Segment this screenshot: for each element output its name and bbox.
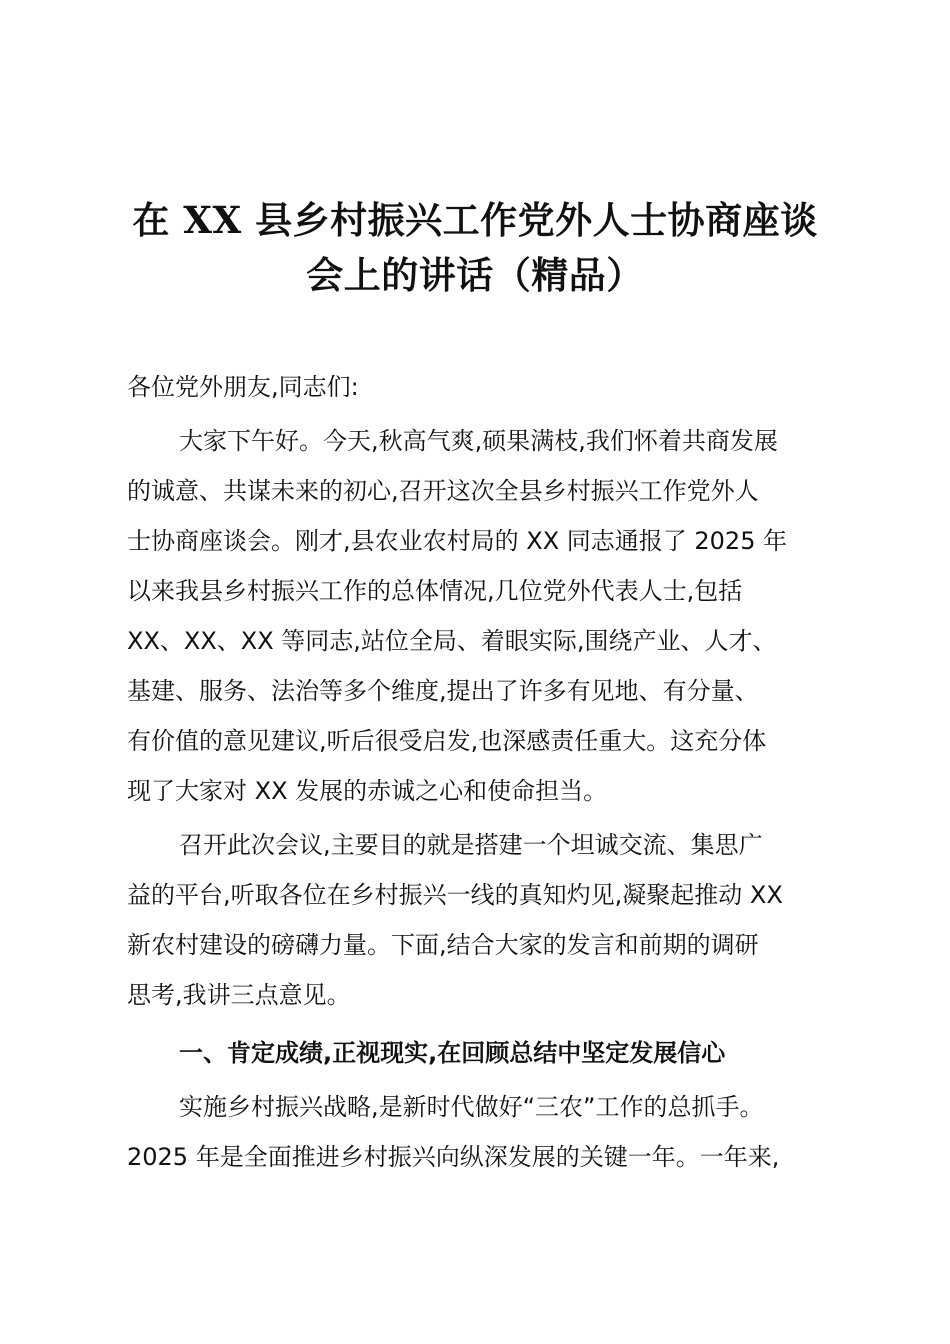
text-line: 各位党外朋友,同志们:	[127, 373, 359, 401]
document-body	[127, 362, 827, 1182]
text-line: 现了大家对 XX 发展的赤诚之心和使命担当。	[127, 777, 608, 805]
section-heading	[127, 1028, 827, 1078]
document-title	[100, 193, 850, 303]
text-line: 有价值的意见建议,听后很受启发,也深感责任重大。这充分体	[127, 727, 767, 755]
text-line: 以来我县乡村振兴工作的总体情况,几位党外代表人士,包括	[127, 577, 743, 605]
title-line: 会上的讲话（精品）	[306, 253, 644, 297]
text-line: 思考,我讲三点意见。	[127, 981, 351, 1009]
text-line: 的诚意、共谋未来的初心,召开这次全县乡村振兴工作党外人	[127, 477, 759, 505]
text-line: 士协商座谈会。刚才,县农业农村局的 XX 同志通报了 2025 年	[127, 527, 788, 555]
salutation	[127, 362, 827, 412]
text-line: 基建、服务、法治等多个维度,提出了许多有见地、有分量、	[127, 677, 759, 705]
text-line: 新农村建设的磅礴力量。下面,结合大家的发言和前期的调研	[127, 931, 759, 959]
text-line: 实施乡村振兴战略,是新时代做好“三农”工作的总抓手。	[179, 1093, 764, 1121]
title-line: 在 XX 县乡村振兴工作党外人士协商座谈	[132, 198, 818, 242]
text-line: 大家下午好。今天,秋高气爽,硕果满枝,我们怀着共商发展	[179, 427, 778, 455]
text-line: 2025 年是全面推进乡村振兴向纵深发展的关键一年。一年来,	[127, 1143, 780, 1171]
text-line: 召开此次会议,主要目的就是搭建一个坦诚交流、集思广	[179, 831, 763, 859]
text-line: XX、XX、XX 等同志,站位全局、着眼实际,围绕产业、人才、	[127, 627, 777, 655]
heading-line: 一、肯定成绩,正视现实,在回顾总结中坚定发展信心	[179, 1039, 726, 1067]
paragraph-purpose	[127, 820, 827, 1020]
paragraph-greeting	[127, 416, 827, 816]
text-line: 益的平台,听取各位在乡村振兴一线的真知灼见,凝聚起推动 XX	[127, 881, 783, 909]
paragraph-review	[127, 1082, 827, 1182]
